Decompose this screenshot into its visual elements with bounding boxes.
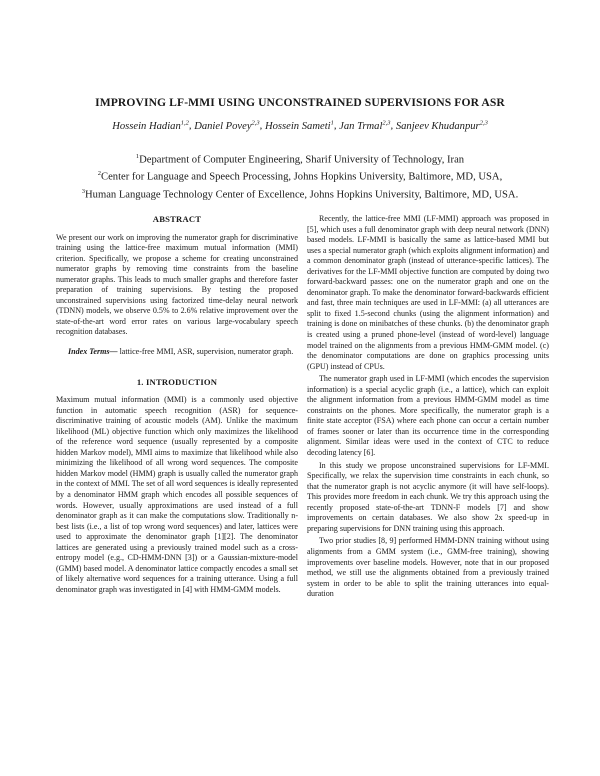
body-paragraph: Recently, the lattice-free MMI (LF-MMI) approach was proposed in [5], which uses a full denominator graph with deep neural network (DNN) based models. LF-MMI is basically the same as lattice-based MMI but uses a special numerator graph (which exploits alignment information) and a common denominator graph (instead of utterance-specific lattices). The derivatives for the LF-MMI objective function are computed by doing two forward-backward passes: one on the numerator graph and one on the denominator graph. To make the denominator forward-backwards efficient and fast, three main techniques are used in LF-MMI: (a) all utterances are split to fixed 1.5-second chunks (using the alignment information) and training is done on minibatches of these chunks. (b) the denominator graph is created using a pruned phone-level (instead of word-level) language model trained on the alignments from a previous HMM-GMM model. (c) the denominator computations are done on graphics processing units (GPU) instead of CPUs. [307, 214, 549, 371]
right-column [307, 214, 549, 600]
section-heading: 1. INTRODUCTION [136, 376, 218, 387]
author: Daniel Povey$^{2,3}$ [194, 119, 260, 132]
author: Hossein Hadian$^{1,2}$ [112, 119, 189, 132]
affiliation-list [0, 150, 600, 202]
index-terms-label: Index Terms— [68, 347, 118, 357]
affiliation: $^3$Human Language Technology Center of Excellence, Johns Hopkins University, Baltimore, MD, USA. [81, 187, 519, 201]
body-paragraph: In this study we propose unconstrained supervisions for LF-MMI. Specifically, we relax the supervision time constraints in each chunk, so that the numerator graph is not acyclic anymore (it will have self-loops). This provides more freedom in each chunk. We try this approach using the recently proposed state-of-the-art TDNN-F models [7] and show improvements on certain databases. We also show 2x speed-up in preparing supervisions for DNN training using this approach. [307, 460, 549, 533]
author: Hossein Sameti$^1$ [264, 119, 334, 132]
affiliation: $^1$Department of Computer Engineering, Sharif University of Technology, Iran [135, 153, 465, 166]
author: Jan Trmal$^{2,3}$ [339, 119, 391, 132]
body-paragraph: Two prior studies [8, 9] performed HMM-DNN training without using alignments from a GMM system (i.e., GMM-free training), showing improvements over baseline models. However, note that in our proposed method, we still use the alignments obtained from a previously trained system in order to be able to split the training utterances into equal-duration [307, 536, 549, 599]
author: Sanjeev Khudanpur$^{2,3}$ [395, 119, 488, 132]
author-list: Hossein Hadian$^{1,2}$, Daniel Povey$^{2,3}$, Hossein Sameti$^1$, Jan Trmal$^{2,3}$, Sanjeev Khudanpur$^{2,3}$ [112, 119, 488, 132]
paper-title: IMPROVING LF-MMI USING UNCONSTRAINED SUPERVISIONS FOR ASR [95, 96, 505, 109]
abstract-text: We present our work on improving the numerator graph for discriminative training using the lattice-free maximum mutual information (MMI) criterion. Specifically, we propose a scheme for creating unconstrained numerator graphs by removing time constraints from the baseline numerator graphs. This leads to much smaller graphs and therefore faster preparation of training supervisions. By testing the proposed unconstrained supervisions using factorized time-delay neural network (TDNN) models, we observe 0.5% to 2.6% relative improvement over the state-of-the-art word error rates on various large-vocabulary speech recognition databases. [56, 232, 298, 337]
introduction-section [56, 377, 298, 596]
index-terms-text: lattice-free MMI, ASR, supervision, numerator graph. [117, 347, 294, 357]
body-paragraph: Maximum mutual information (MMI) is a commonly used objective function in automatic speech recognition (ASR) for sequence-discriminative training of acoustic models (AM). Unlike the maximum likelihood (ML) objective function which only maximizes the likelihood of the reference word sequence (usually represented by a composite hidden Markov model), MMI aims to maximize that likelihood while also minimizing the likelihood of all wrong word sequences. The composite hidden Markov model (HMM) graph is usually called the numerator graph in the context of MMI. The set of all word sequences is ideally represented by a denominator HMM graph which encodes all possible sequences of words. However, usually approximations are used instead of a full denominator graph as it can make the computations slow. Traditionally n-best lists (i.e., a list of top wrong word sequences) and later, lattices were used to approximate the denominator graph [1][2]. The denominator lattices are generated using a previously trained model such as a cross-entropy model (e.g., CD-HMM-DNN [3]) or a Gaussian-mixture-model (GMM) based model. A denominator lattice compactly encodes a small set of likely alternative word sequences for a training utterance. Using a full denominator graph was investigated in [4] with HMM-GMM models. [56, 395, 298, 594]
index-terms [56, 347, 298, 358]
abstract-heading: ABSTRACT [152, 214, 202, 224]
left-column [56, 214, 298, 596]
affiliation: $^2$Center for Language and Speech Processing, Johns Hopkins University, Baltimore, MD, USA, [97, 170, 503, 183]
body-paragraph: The numerator graph used in LF-MMI (which encodes the supervision information) is a special acyclic graph (i.e., a lattice), which can exploit the alignment information from a previous HMM-GMM model as time constraints on the phones. More specifically, the numerator graph is a finite state acceptor (FSA) where each phone can occur a certain number of frames sooner or later than its occurrence time in the corresponding alignment. Similar ideas were used in the context of CTC to reduce decoding latency [6]. [307, 374, 549, 458]
